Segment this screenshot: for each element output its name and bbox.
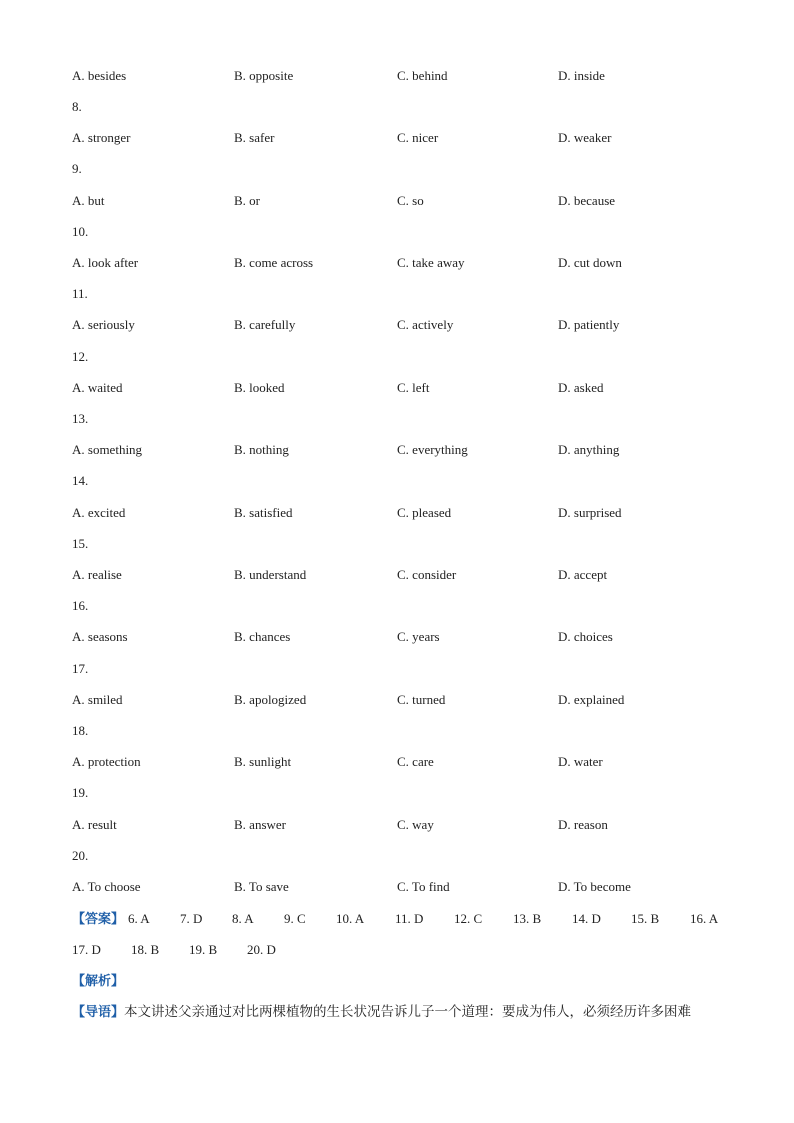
option-b: B. chances	[234, 629, 291, 645]
option-d: D. asked	[558, 379, 604, 395]
question-number: 13.	[72, 411, 89, 426]
option-c: C. care	[397, 754, 434, 770]
option-d: D. choices	[558, 629, 613, 645]
option-d: D. anything	[558, 442, 620, 458]
question-number: 17.	[72, 660, 89, 676]
option-a: A. smiled	[72, 691, 123, 707]
option-d: D. weaker	[558, 130, 612, 146]
analysis-tag: 【解析】	[72, 974, 125, 989]
question-number: 9.	[72, 161, 82, 177]
option-c: C. way	[397, 816, 434, 832]
answer-item: 10. A	[336, 911, 365, 926]
option-b: B. satisfied	[234, 504, 293, 520]
option-b: B. or	[234, 192, 260, 208]
option-b: B. opposite	[234, 68, 294, 83]
question-number: 18.	[72, 723, 89, 738]
question-number: 19.	[72, 785, 89, 801]
option-a: A. seriously	[72, 317, 135, 333]
option-a: A. excited	[72, 504, 126, 520]
answer-item: 13. B	[513, 911, 542, 926]
option-a: A. To choose	[72, 879, 141, 894]
answer-item: 20. D	[247, 942, 276, 957]
question-number: 11.	[72, 286, 88, 302]
option-b: B. come across	[234, 255, 314, 270]
option-d: D. To become	[558, 879, 631, 894]
answer-item: 12. C	[454, 911, 483, 926]
option-c: C. take away	[397, 255, 465, 270]
answer-item: 6. A	[128, 911, 150, 926]
answer-item: 17. D	[72, 942, 101, 957]
answer-row-1	[72, 909, 732, 929]
option-d: D. water	[558, 754, 603, 770]
option-c: C. actively	[397, 317, 454, 333]
option-a: A. realise	[72, 567, 122, 582]
option-a: A. protection	[72, 754, 141, 770]
option-b: B. safer	[234, 130, 275, 146]
option-b: B. carefully	[234, 317, 296, 333]
option-c: C. so	[397, 192, 424, 208]
option-d: D. accept	[558, 567, 608, 582]
answer-item: 9. C	[284, 911, 306, 926]
option-a: A. waited	[72, 379, 123, 395]
option-b: B. looked	[234, 379, 285, 395]
answer-item: 15. B	[631, 911, 660, 926]
option-a: A. seasons	[72, 629, 128, 645]
option-c: C. To find	[397, 879, 450, 894]
option-b: B. understand	[234, 567, 307, 582]
answer-item: 14. D	[572, 911, 601, 926]
question-number: 10.	[72, 223, 89, 239]
option-a: A. look after	[72, 255, 139, 270]
option-b: B. nothing	[234, 442, 289, 458]
answer-item: 16. A	[690, 911, 719, 926]
answer-item: 7. D	[180, 911, 203, 926]
option-d: D. surprised	[558, 504, 622, 520]
option-c: C. nicer	[397, 130, 439, 146]
option-a: A. besides	[72, 68, 127, 83]
question-number: 16.	[72, 598, 89, 614]
option-d: D. cut down	[558, 255, 622, 270]
option-a: A. stronger	[72, 130, 131, 146]
option-d: D. explained	[558, 691, 625, 707]
option-a: A. but	[72, 192, 105, 208]
option-c: C. consider	[397, 567, 457, 582]
question-number: 14.	[72, 473, 89, 489]
option-b: B. sunlight	[234, 754, 292, 770]
option-d: D. inside	[558, 68, 605, 83]
answer-item: 18. B	[131, 942, 160, 957]
option-d: D. patiently	[558, 317, 620, 333]
answer-tag: 【答案】	[72, 912, 125, 927]
option-b: B. apologized	[234, 691, 307, 707]
question-number: 15.	[72, 535, 89, 551]
option-a: A. something	[72, 442, 143, 458]
option-c: C. turned	[397, 691, 446, 707]
option-c: C. pleased	[397, 504, 452, 520]
question-number: 20.	[72, 847, 89, 863]
answer-item: 11. D	[395, 911, 424, 926]
question-number: 8.	[72, 99, 82, 114]
option-a: A. result	[72, 816, 117, 832]
option-c: C. behind	[397, 68, 448, 83]
analysis-heading	[72, 971, 124, 992]
answer-row-2	[72, 940, 732, 960]
option-b: B. To save	[234, 879, 289, 894]
option-d: D. because	[558, 192, 616, 208]
answer-item: 8. A	[232, 911, 254, 926]
option-b: B. answer	[234, 816, 286, 832]
guide-text: 本文讲述父亲通过对比两棵植物的生长状况告诉儿子一个道理：要成为伟人，必须经历许多困难	[124, 1004, 692, 1020]
guide-paragraph	[72, 1002, 691, 1023]
option-c: C. everything	[397, 442, 468, 458]
option-d: D. reason	[558, 816, 608, 832]
option-c: C. years	[397, 629, 440, 645]
question-number: 12.	[72, 348, 89, 364]
guide-tag: 【导语】	[72, 1005, 125, 1020]
answer-item: 19. B	[189, 942, 218, 957]
option-c: C. left	[397, 379, 430, 395]
